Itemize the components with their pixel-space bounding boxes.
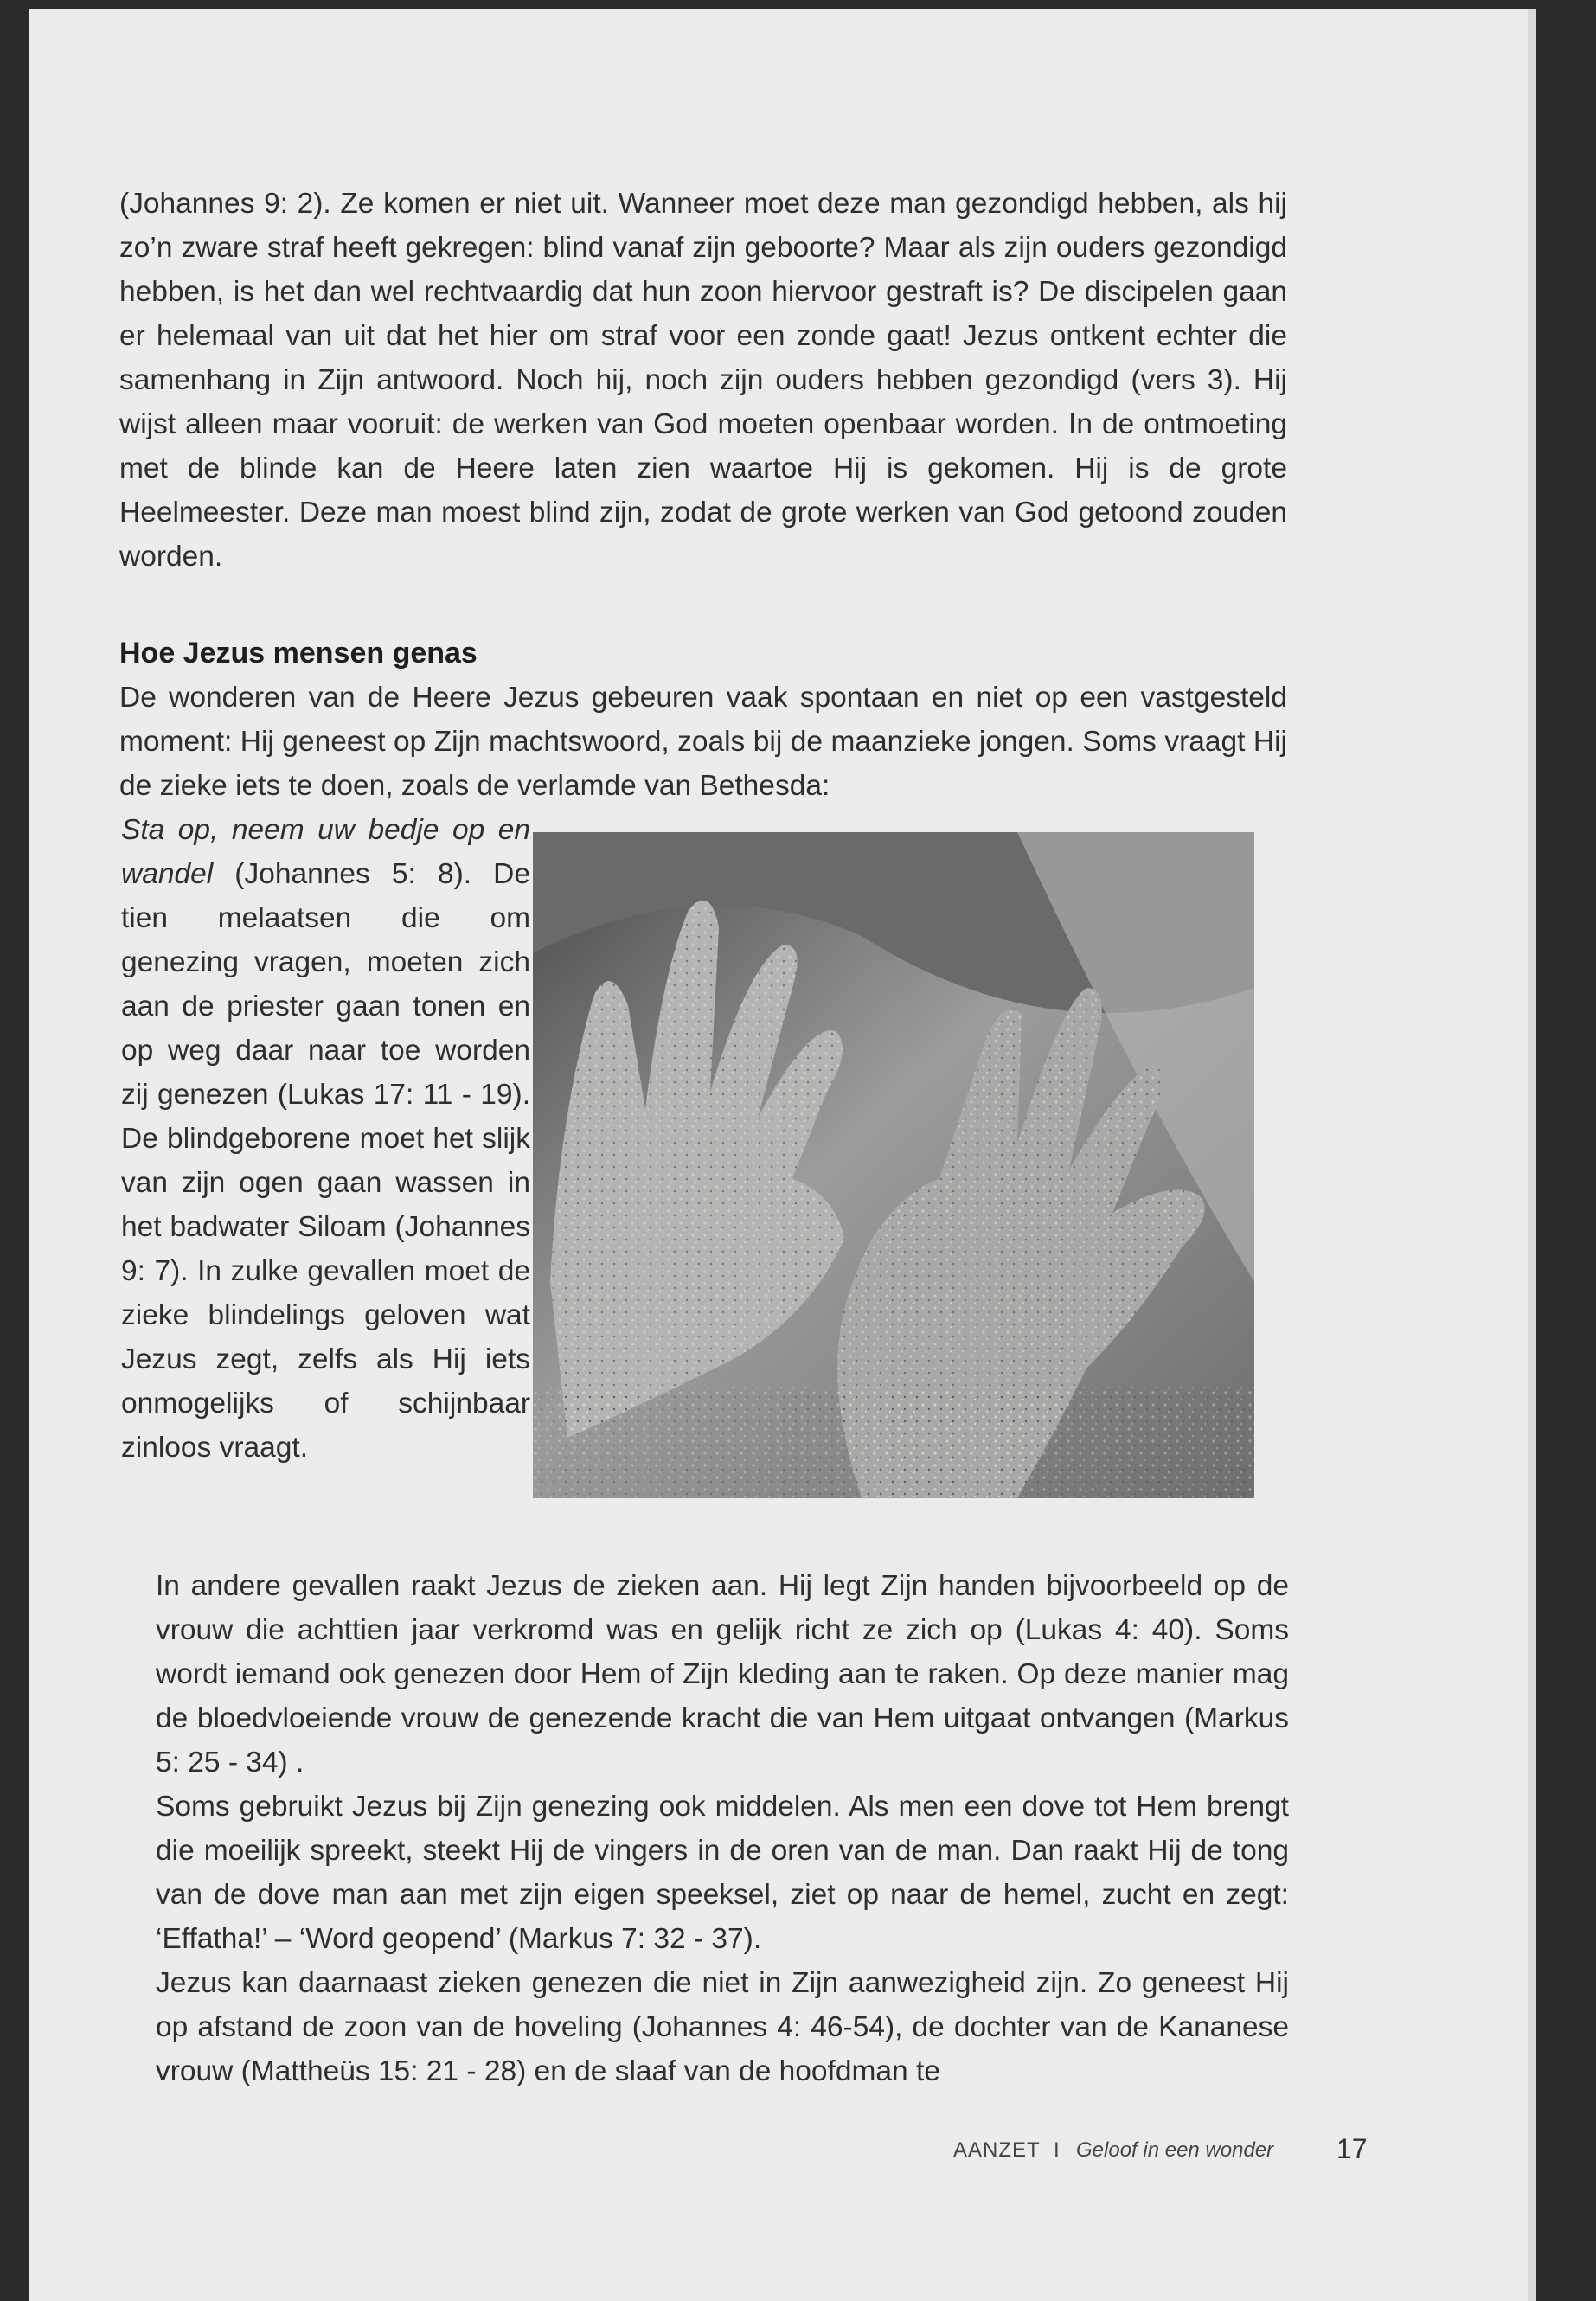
quote: Sta op, neem uw bedje op en wandel [121, 814, 530, 890]
paragraph-intro: (Johannes 9: 2). Ze komen er niet uit. Wanneer moet deze man gezondigd hebben, als hij zo’n zware straf heeft gekregen: blind vanaf zijn geboorte? Maar als zijn ouders gezondigd hebben, is het dan wel rechtvaardig dat hun zoon hiervoor gestraft is? De discipelen gaan er helemaal van uit dat het hier om straf voor een zonde gaat! Jezus ontkent echter die samenhang in Zijn antwoord. Noch hij, noch zijn ouders hebben gezondigd (vers 3). Hij wijst alleen maar vooruit: de werken van God moeten openbaar worden. In de ontmoeting met de blinde kan de Heere laten zien waartoe Hij is gekomen. Hij is de grote Heelmeester. Deze man moest blind zijn, zodat de grote werken van God getoond zouden worden. [119, 188, 1287, 573]
paragraph-touch: In andere gevallen raakt Jezus de zieken aan. Hij legt Zijn handen bijvoorbeeld op de vrouw die achttien jaar verkromd was en gelijk richt ze zich op (Lukas 4: 40). Soms wordt iemand ook genezen door Hem of Zijn kleding aan te raken. Op deze manier mag de bloedvloeiende vrouw de genezende kracht die van Hem uitgaat ontvangen (Markus 5: 25 - 34) . [156, 1570, 1289, 1779]
paragraph-means: Soms gebruikt Jezus bij Zijn genezing ook middelen. Als men een dove tot Hem brengt die moeilijk spreekt, steekt Hij de vingers in de oren van de man. Dan raakt Hij de tong van de dove man aan met zijn eigen speeksel, ziet op naar de hemel, zucht en zegt: ‘Effatha!’ – ‘Word geopend’ (Markus 7: 32 - 37). [156, 1791, 1289, 1955]
footer-series: AANZET [953, 2138, 1041, 2162]
page-edge [1528, 9, 1536, 2301]
section-heading: Hoe Jezus mensen genas [119, 637, 478, 670]
side-text-body: (Johannes 5: 8). De tien melaatsen die om genezing vragen, moeten zich aan de priester gaan tonen en op weg daar naar toe worden zij genezen (Lukas 17: 11 - 19). De blindgeborene moet het slijk van zijn ogen gaan wassen in het badwater Siloam (Johannes 9: 7). In zulke gevallen moet de zieke blindelings geloven wat Jezus zegt, zelfs als Hij iets onmogelijks of schijnbaar zinloos vraagt. [121, 858, 530, 1464]
page-number: 17 [1336, 2133, 1368, 2164]
section-intro: De wonderen van de Heere Jezus gebeuren vaak spontaan en niet op een vastgesteld moment: Hij geneest op Zijn machtswoord, zoals bij de maanzieke jongen. Soms vraagt Hij de zieke iets te doen, zoals de verlamde van Bethesda: [119, 682, 1287, 802]
hands-in-sand-photo [533, 832, 1254, 1498]
side-text [121, 808, 530, 1470]
paragraph-distance: Jezus kan daarnaast zieken genezen die niet in Zijn aanwezigheid zijn. Zo geneest Hij op afstand de zoon van de hoveling (Johannes 4: 46-54), de dochter van de Kananese vrouw (Mattheüs 15: 21 - 28) en de slaaf van de hoofdman te [156, 1967, 1289, 2087]
footer-title: Geloof in een wonder [1076, 2138, 1274, 2162]
footer-separator: I [1054, 2138, 1061, 2162]
